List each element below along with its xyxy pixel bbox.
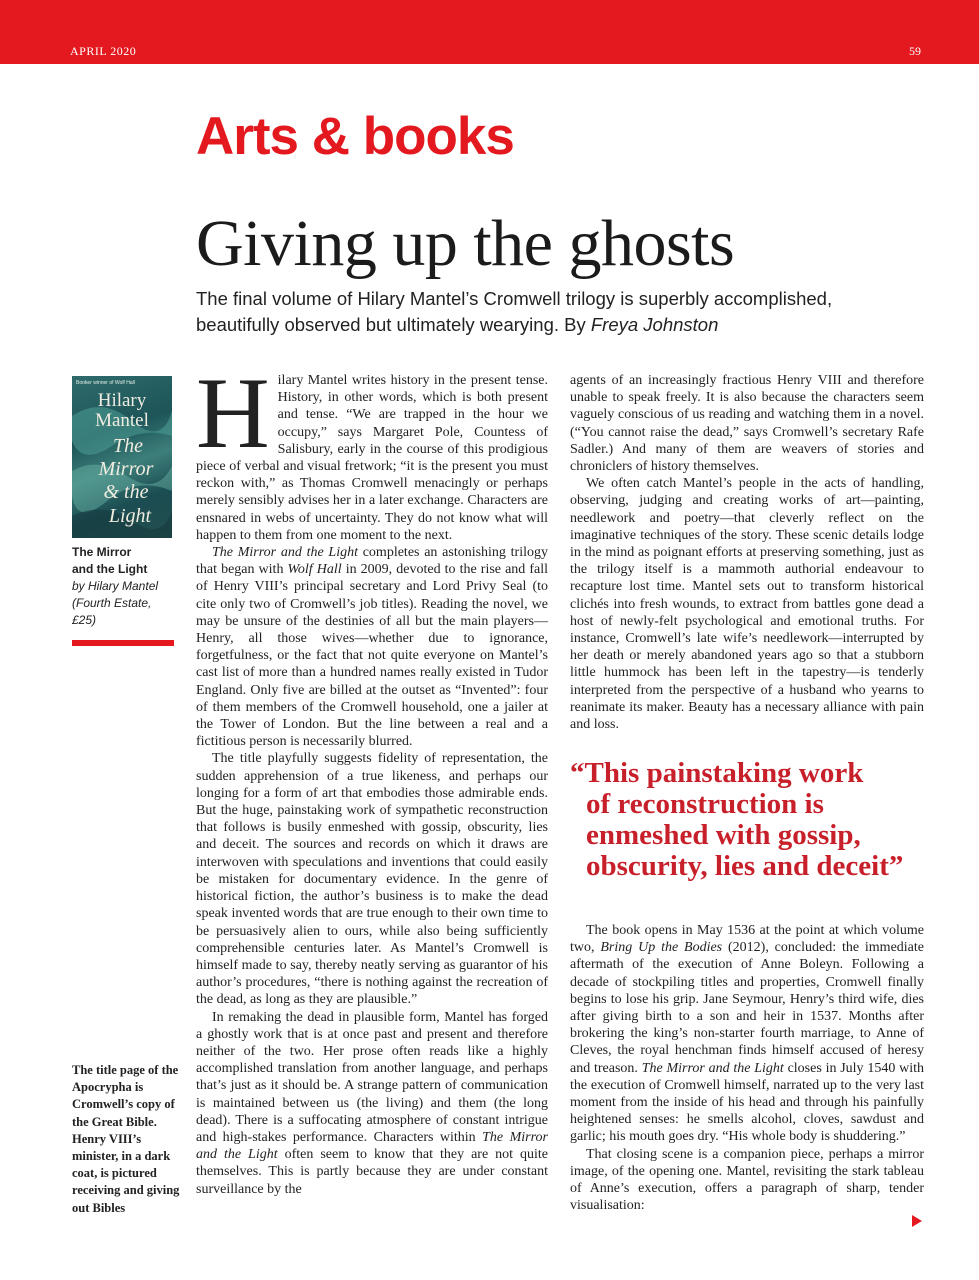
cover-author-line2: Mantel [95, 410, 149, 431]
page-number: 59 [909, 44, 921, 58]
pull-quote-line-2: of reconstruction is [586, 788, 824, 820]
paragraph-2: The Mirror and the Light completes an astonishing trilogy that began with Wolf Hall in 2009, devoted to the rise and fall of Henry VIII’s principal secretary and Lord Privy Seal (to cite only two of Cromwell’s job titles). Reading the novel, we may be unsure of the destinies of all but the main players—Henry, all those wives—whether due to ignorance, forgetfulness, or the fact that not quite everyone on Mantel’s cast list of more than a hundred names really existed in Tudor England. Only five are billed at the outset as “Invented”: four of them members of the Cromwell household, one a jailer at the Tower of London. But the line between a real and a fictitious person is necessarily blurred. [196, 545, 549, 750]
cover-title-line4: Light [108, 505, 152, 527]
paragraph-6: We often catch Mantel’s people in the acts of handling, observing, judging and creating works of art—painting, needlework and poetry—that cleverly reflect on the imaginative techniques of the story. These scenic details lodge in the mind as poignant efforts at preserving something, just as the trilogy itself is a mammoth authorial endeavour to recapture lost time. Mantel sets out to transform historical clichés into fresh wounds, to extract from battles gone dead a host of newly-felt psychological and emotional truths. For instance, Cromwell’s late wife’s needlework—interrupted by her death or merely abandoned years ago so that a stubborn little hummock has been left in the tapestry—is tenderly interpreted from the perspective of a husband who yearns to reanimate its maker. Beauty has a necessary alliance with pain and loss. [570, 476, 924, 733]
cover-author-line1: Hilary [97, 390, 147, 411]
book-publisher: (Fourth Estate, [72, 596, 152, 610]
header-bar [0, 0, 979, 64]
book-cover-art [72, 376, 172, 538]
cover-title-line2: Mirror [98, 458, 154, 480]
article-column-1 [196, 357, 549, 1198]
byline-author: Freya Johnston [590, 314, 719, 335]
pull-quote-line-4: obscurity, lies and deceit” [586, 850, 904, 882]
paragraph-7: The book opens in May 1536 at the point at which volume two, Bring Up the Bodies (2012), concluded: the immediate aftermath of the execution of Anne Boleyn. Following a decade of stockpiling titles and properties, Cromwell finally begins to lose his grip. Jane Seymour, Henry’s third wife, dies after giving birth to a son and heir in 1537. Months after brokering the king’s non-starter fourth marriage, to Anne of Cleves, the royal henchman finds himself accused of heresy and treason. The Mirror and the Light closes in July 1540 with the execution of Cromwell himself, narrated up to the very last moment from the inside of his head and through his painfully heightened senses: he smells alcohol, cloves, sawdust and garlic; his mouth goes dry. “His whole body is shuddering.” [570, 923, 924, 1145]
standfirst [196, 286, 916, 338]
cover-title-line3: & the [103, 481, 149, 503]
book-info [72, 544, 182, 629]
divider-rule [72, 640, 174, 646]
continue-arrow-icon [912, 1215, 922, 1227]
image-caption: The title page of the Apocrypha is Cromwell’s copy of the Great Bible. Henry VIII’s minister, in a dark coat, is pictured receiving and giving out Bibles [72, 1063, 180, 1215]
article-column-3 [570, 922, 924, 1214]
paragraph-1: Hilary Mantel writes history in the present tense. History, in other words, which is both present and tense. “We are trapped in the hour we occupy,” says Margaret Pole, Countess of Salisbury, early in the course of this prodigious piece of verbal and visual fretwork; “it is the present you must reckon with,” as Thomas Cromwell menacingly or perhaps merely sensibly advises her in a later exchange. Characters are ensnared in webs of uncertainty. They do not know what will happen to them from one moment to the next. [196, 357, 548, 543]
book-author: by Hilary Mantel [72, 579, 159, 593]
article-column-2 [570, 372, 924, 733]
paragraph-3: The title playfully suggests fidelity of representation, the sudden apprehension of a true likeness, and perhaps our longing for a form of art that embodies those admirable ends. But the huge, painstaking work of sympathetic reconstruction that follows is busily enmeshed with gossip, obscurity, lies and deceit. The sources and records on which it draws are interwoven with speculations and inventions that could easily be mistaken for documentary evidence. In the genre of historical fiction, the author’s business is to make the dead speak invented words that are true enough to their own time to be persuasively alien to ours, while also being sufficiently comprehensible centuries later. As Mantel’s Cromwell is himself made to say, thereby neatly serving as guarantor of his author’s procedures, “there is nothing against the recreation of the dead, as long as they are plausible.” [196, 751, 548, 1008]
book-title-line1: The Mirror [72, 545, 132, 559]
paragraph-8: That closing scene is a companion piece, perhaps a mirror image, of the opening one. Mantel, revisiting the stark tableau of Anne’s execution, offers a paragraph of sharp, tender visualisation: [570, 1146, 924, 1214]
pull-quote-line-3: enmeshed with gossip, [586, 819, 861, 851]
pull-quote-line-1: “This painstaking work [570, 757, 864, 789]
headline: Giving up the ghosts [196, 207, 735, 280]
pull-quote [570, 758, 950, 882]
section-title: Arts & books [196, 107, 514, 166]
drop-cap: H [196, 357, 270, 470]
cover-title-line1: The [113, 435, 143, 457]
book-price: £25) [72, 613, 97, 627]
issue-date: APRIL 2020 [70, 44, 137, 58]
standfirst-text: The final volume of Hilary Mantel’s Cromwell trilogy is superbly accomplished, beautifully observed but ultimately wearying. By [196, 288, 833, 335]
paragraph-5: agents of an increasingly fractious Henry VIII and therefore unable to speak freely. It is also because the characters seem vaguely conscious of us reading and watching them in a novel. (“You cannot raise the dead,” says Cromwell’s secretary Rafe Sadler.) And many of them are weavers of stories and chroniclers of history themselves. [570, 373, 924, 475]
book-cover [72, 376, 172, 538]
paragraph-4: In remaking the dead in plausible form, Mantel has forged a ghostly work that is at once past and present and therefore neither of the two. Her prose often reads like a highly accomplished translation from another language, and perhaps that’s just as it should be. A strange pattern of communication is maintained between us (the living) and them (the long dead). There is a suffocating atmosphere of constant intrigue and high-stakes performance. Characters within The Mirror and the Light often seem to know that they are not quite themselves. This is partly because they are under constant surveillance by the [196, 1009, 548, 1197]
book-title-line2: and the Light [72, 562, 148, 576]
cover-blurb: Booker winner of Wolf Hall [76, 380, 135, 386]
